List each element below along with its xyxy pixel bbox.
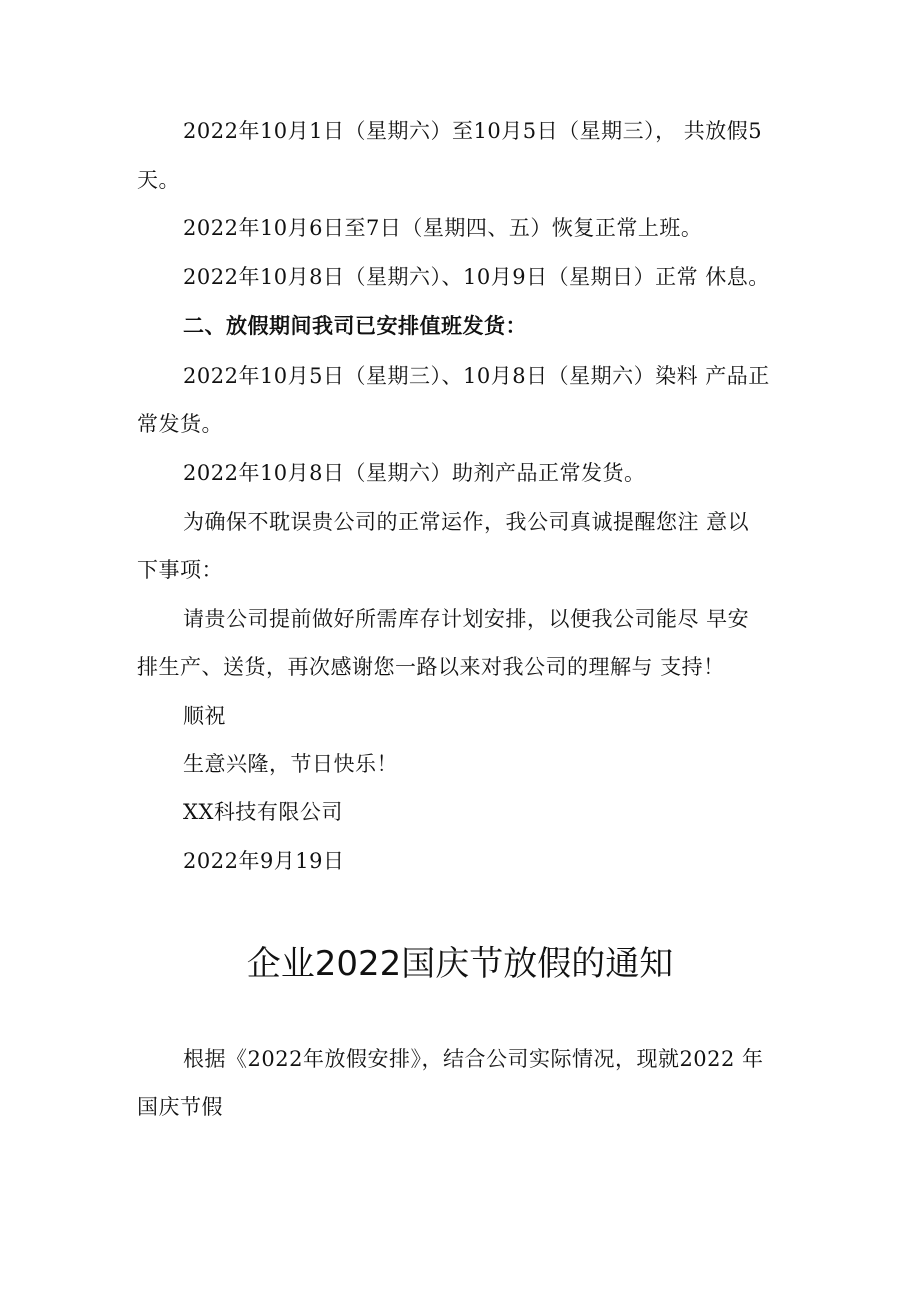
intro-paragraph-line2: 国庆节假 [137,1095,223,1119]
signature-date: 2022年9月19日 [183,849,345,873]
section-heading-duty-shipping: 二、放假期间我司已安排值班发货： [183,314,527,338]
paragraph-reminder-line1: 为确保不耽误贵公司的正常运作，我公司真诚提醒您注 意以 [183,510,750,534]
paragraph-weekend-rest: 2022年10月8日（星期六）、10月9日（星期日）正常 休息。 [183,265,770,289]
paragraph-holiday-period-line1: 2022年10月1日（星期六）至10月5日（星期三）， 共放假5 [183,119,763,143]
document-title: 企业2022国庆节放假的通知 [246,944,674,984]
closing-salutation: 顺祝 [183,704,226,728]
paragraph-auxiliary-shipping: 2022年10月8日（星期六）助剂产品正常发货。 [183,461,646,485]
paragraph-dye-shipping-line2: 常发货。 [137,412,223,436]
paragraph-resume-work: 2022年10月6日至7日（星期四、五）恢复正常上班。 [183,216,703,240]
paragraph-inventory-line2: 排生产、送货，再次感谢您一路以来对我公司的理解与 支持！ [137,655,725,679]
paragraph-holiday-period-line2: 天。 [137,168,180,192]
paragraph-dye-shipping-line1: 2022年10月5日（星期三）、10月8日（星期六）染料 产品正 [183,364,770,388]
company-signature: XX科技有限公司 [183,800,343,824]
intro-paragraph-line1: 根据《2022年放假安排》，结合公司实际情况，现就2022 年 [183,1047,764,1071]
paragraph-inventory-line1: 请贵公司提前做好所需库存计划安排，以便我公司能尽 早安 [183,607,750,631]
closing-wishes: 生意兴隆，节日快乐！ [183,752,398,776]
paragraph-reminder-line2: 下事项： [137,558,223,582]
